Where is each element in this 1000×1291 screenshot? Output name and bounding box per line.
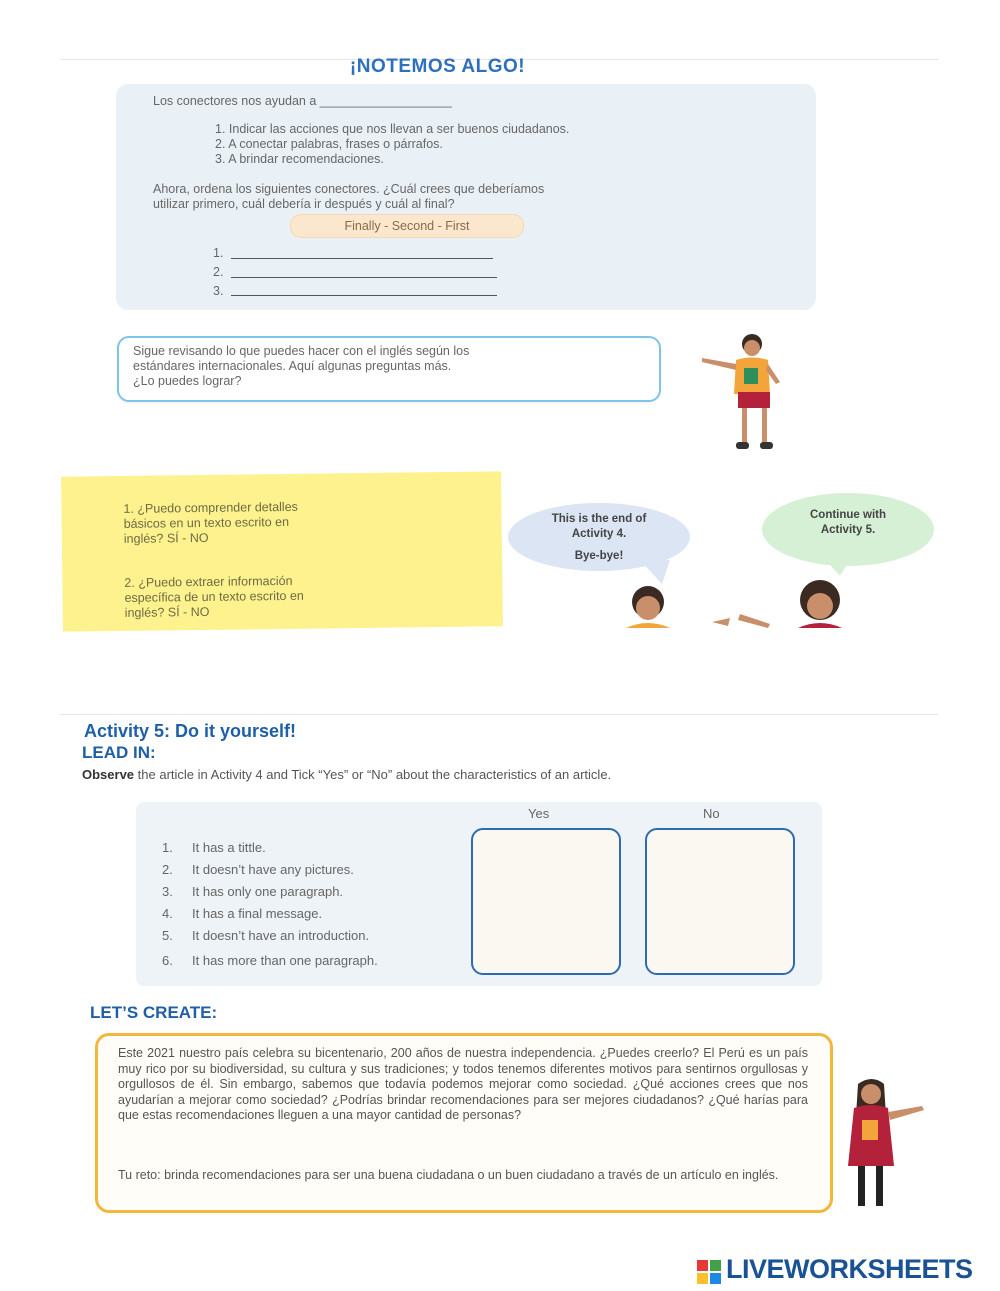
question-1-line-2: básicos en un texto escrito en — [123, 514, 290, 531]
info-line-1: Sigue revisando lo que puedes hacer con el inglés según los — [133, 344, 470, 358]
item-text: It has only one paragraph. — [192, 884, 344, 899]
info-line-3: ¿Lo puedes lograr? — [133, 374, 242, 388]
item-number: 6. — [162, 953, 173, 968]
item-number: 5. — [162, 928, 173, 943]
list-item — [162, 928, 370, 943]
children-illustration — [620, 578, 860, 628]
bubble-green-tail — [822, 556, 852, 576]
connector-option-3: 3. A brindar recomendaciones. — [215, 152, 384, 166]
bubble-green-line-1: Continue with — [809, 509, 886, 521]
characteristics-table — [136, 802, 822, 986]
connectors-pill: Finally - Second - First — [290, 214, 524, 238]
connector-option-2: 2. A conectar palabras, frases o párrafos. — [215, 137, 443, 151]
question-1-line-1: 1. ¿Puedo comprender detalles — [123, 499, 298, 516]
col-no-header: No — [703, 806, 720, 821]
list-item — [162, 884, 344, 899]
create-paragraph-2: Tu reto: brinda recomendaciones para ser una buena ciudadana o un buen ciudadano a través de un artículo en inglés. — [118, 1168, 779, 1182]
answer-line-1[interactable] — [231, 258, 493, 259]
question-2-line-2: específica de un texto escrito en — [124, 588, 304, 605]
info-box — [117, 336, 661, 402]
bubble-purple-line-1: This is the end of — [551, 513, 647, 525]
order-prompt-line-2: utilizar primero, cuál debería ir después y cuál al final? — [153, 197, 455, 211]
order-prompt-line-1: Ahora, ordena los siguientes conectores. ¿Cuál crees que deberíamos — [153, 182, 545, 196]
activity-5-title: Activity 5: Do it yourself! — [84, 721, 297, 741]
question-2-line-1: 2. ¿Puedo extraer información — [124, 573, 293, 590]
info-line-2: estándares internacionales. Aquí algunas preguntas más. — [133, 359, 452, 373]
notemos-title: ¡NOTEMOS ALGO! — [349, 56, 526, 77]
item-number: 2. — [162, 862, 173, 877]
lets-create-heading: LET’S CREATE: — [90, 1003, 218, 1022]
observe-rest: the article in Activity 4 and Tick “Yes” or “No” about the characteristics of an article. — [134, 767, 612, 782]
item-number: 4. — [162, 906, 173, 921]
answer-line-2[interactable] — [231, 277, 497, 278]
observe-bold: Observe — [82, 767, 135, 782]
question-2-line-3: inglés? SÍ - NO — [124, 604, 210, 620]
no-tick-box[interactable] — [645, 828, 795, 975]
bubble-purple-line-2: Activity 4. — [571, 528, 627, 540]
item-number: 1. — [162, 840, 173, 855]
answer-number-3: 3. — [213, 284, 224, 298]
item-text: It has more than one paragraph. — [192, 953, 378, 968]
create-box — [95, 1033, 833, 1213]
bubble-purple-line-3: Bye-bye! — [574, 550, 624, 562]
col-yes-header: Yes — [528, 806, 550, 821]
item-text: It doesn’t have any pictures. — [192, 862, 354, 877]
section-divider — [60, 714, 938, 715]
item-text: It doesn’t have an introduction. — [192, 928, 370, 943]
connectors-intro: Los conectores nos ayudan a ___________________ — [153, 94, 452, 108]
answer-number-1: 1. — [213, 246, 224, 260]
list-item — [162, 862, 354, 877]
lead-in-heading: LEAD IN: — [82, 743, 156, 762]
yes-tick-box[interactable] — [471, 828, 621, 975]
bubble-green-line-2: Activity 5. — [820, 524, 876, 536]
answer-number-2: 2. — [213, 265, 224, 279]
item-text: It has a final message. — [192, 906, 323, 921]
item-number: 3. — [162, 884, 173, 899]
question-1-line-3: inglés? SÍ - NO — [123, 530, 209, 546]
answer-line-3[interactable] — [231, 295, 497, 296]
connector-option-1: 1. Indicar las acciones que nos llevan a ser buenos ciudadanos. — [215, 122, 570, 136]
liveworksheets-logo-icon — [696, 1259, 722, 1285]
list-item — [162, 840, 266, 855]
list-item — [162, 953, 378, 968]
brand-name: LIVEWORKSHEETS — [726, 1254, 973, 1284]
observe-instruction — [82, 767, 611, 782]
boy-illustration — [696, 330, 796, 458]
create-paragraph-1: Este 2021 nuestro país celebra su bicentenario, 200 años de nuestra independencia. ¿Puedes creerlo? El Perú es un país muy rico por su biodiversidad, su cultura y sus tradiciones; y todos tenemos diferentes motivos para sentirnos orgullosas y orgullosos de él. Sin embargo, sabemos que todavía podemos mejorar como sociedad. ¿Qué acciones crees que nos ayudarían a mejorar como sociedad? ¿Podrías brindar recomendaciones para ser mejores ciudadanos? ¿Qué harías para que estas recomendaciones lleguen a una mayor cantidad de personas? — [118, 1046, 808, 1122]
girl-illustration — [834, 1076, 934, 1212]
list-item — [162, 906, 323, 921]
self-check-note — [61, 471, 503, 631]
item-text: It has a tittle. — [192, 840, 266, 855]
